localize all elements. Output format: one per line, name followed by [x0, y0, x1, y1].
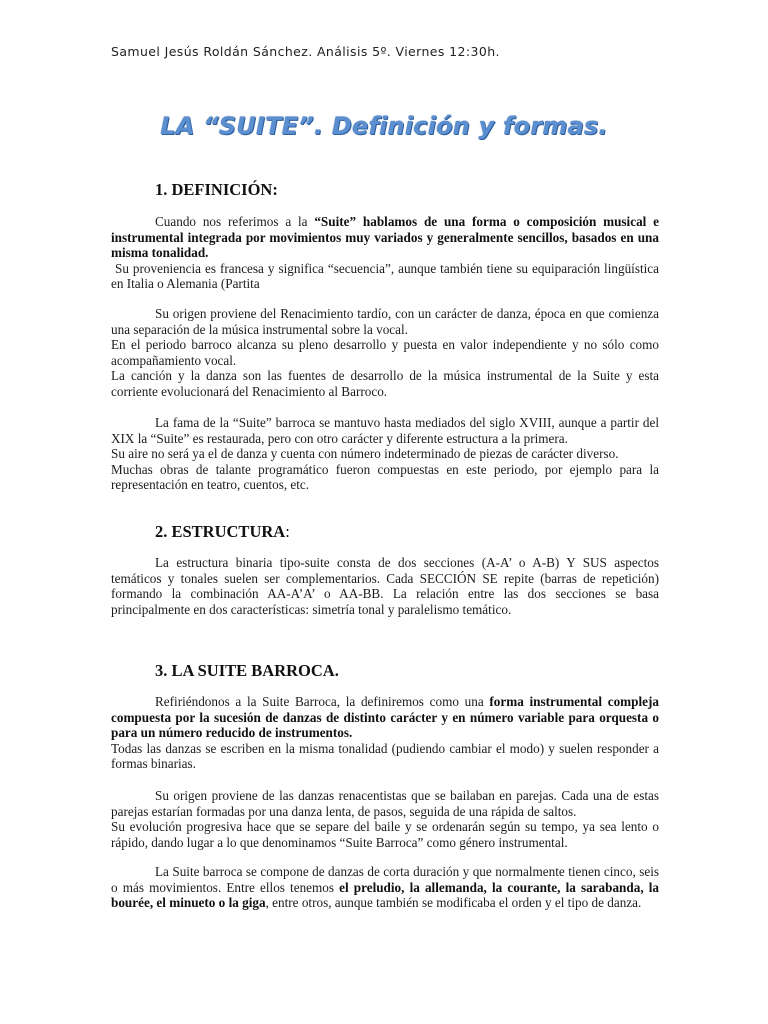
heading-estructura: 2. ESTRUCTURA:: [155, 522, 290, 541]
section-barroca-body: [111, 694, 659, 772]
section-estructura-body: [111, 555, 659, 617]
section-definicion-body: [111, 214, 659, 292]
section-barroca-body-3: [111, 864, 659, 911]
heading-definicion: 1. DEFINICIÓN:: [155, 180, 278, 199]
section-definicion-body-2: [111, 306, 659, 400]
paragraph: Su origen proviene de las danzas renacentistas que se bailaban en parejas. Cada una de estas parejas estarían formadas por una danza lenta, de pasos, seguida de una rápida de saltos.: [111, 788, 659, 819]
paragraph: En el periodo barroco alcanza su pleno desarrollo y puesta en valor independiente y no sólo como acompañamiento vocal.: [111, 337, 659, 368]
section-barroca-body-2: [111, 788, 659, 850]
paragraph: Su aire no será ya el de danza y cuenta con número indeterminado de piezas de carácter diverso.: [111, 446, 619, 462]
paragraph: Refiriéndonos a la Suite Barroca, la definiremos como una forma instrumental compleja compuesta por la sucesión de danzas de distinto carácter y en número variable para orquesta o para un número reducido de instrumentos.: [111, 694, 659, 741]
document-title: LA “SUITE”. Definición y formas.: [160, 112, 608, 140]
paragraph: La Suite barroca se compone de danzas de corta duración y que normalmente tienen cinco, seis o más movimientos. Entre ellos tenemos el preludio, la allemanda, la courante, la sarabanda, la bourée, el minueto o la giga, entre otros, aunque también se modificaba el orden y el tipo de danza.: [111, 864, 659, 911]
paragraph: La estructura binaria tipo-suite consta de dos secciones (A-A’ o A-B) Y SUS aspectos temáticos y tonales suelen ser complementarios. Cada SECCIÓN SE repite (barras de repetición) formando la combinación AA-A’A’ o AA-BB. La relación entre las dos secciones se basa principalmente en dos características: simetría tonal y paralelismo temático.: [111, 555, 659, 617]
paragraph: Cuando nos referimos a la “Suite” hablamos de una forma o composición musical e instrumental integrada por movimientos muy variados y generalmente sencillos, basados en una misma tonalidad.: [111, 214, 659, 261]
paragraph: Todas las danzas se escriben en la misma tonalidad (pudiendo cambiar el modo) y suelen responder a formas binarias.: [111, 740, 659, 772]
section-definicion-body-3: [111, 415, 659, 493]
paragraph: Su proveniencia es francesa y significa “secuencia”, aunque también tiene su equiparación lingüística en Italia o Alemania (Partita: [111, 260, 659, 292]
document-header: Samuel Jesús Roldán Sánchez. Análisis 5º. Viernes 12:30h.: [111, 44, 500, 59]
paragraph: Su origen proviene del Renacimiento tardío, con un carácter de danza, época en que comienza una separación de la música instrumental sobre la vocal.: [111, 306, 659, 337]
heading-suite-barroca: 3. LA SUITE BARROCA.: [155, 661, 339, 680]
paragraph: La canción y la danza son las fuentes de desarrollo de la música instrumental de la Suite y esta corriente evolucionará del Renacimiento al Barroco.: [111, 368, 659, 399]
paragraph: La fama de la “Suite” barroca se mantuvo hasta mediados del siglo XVIII, aunque a partir del XIX la “Suite” es restaurada, pero con otro carácter y diferente estructura a la primera.: [111, 415, 659, 446]
paragraph: Su evolución progresiva hace que se separe del baile y se ordenarán según su tempo, ya sea lento o rápido, dando lugar a lo que denominamos “Suite Barroca” como género instrumental.: [111, 819, 659, 850]
paragraph: Muchas obras de talante programático fueron compuestas en este periodo, por ejemplo para la representación en teatro, cuentos, etc.: [111, 461, 659, 493]
